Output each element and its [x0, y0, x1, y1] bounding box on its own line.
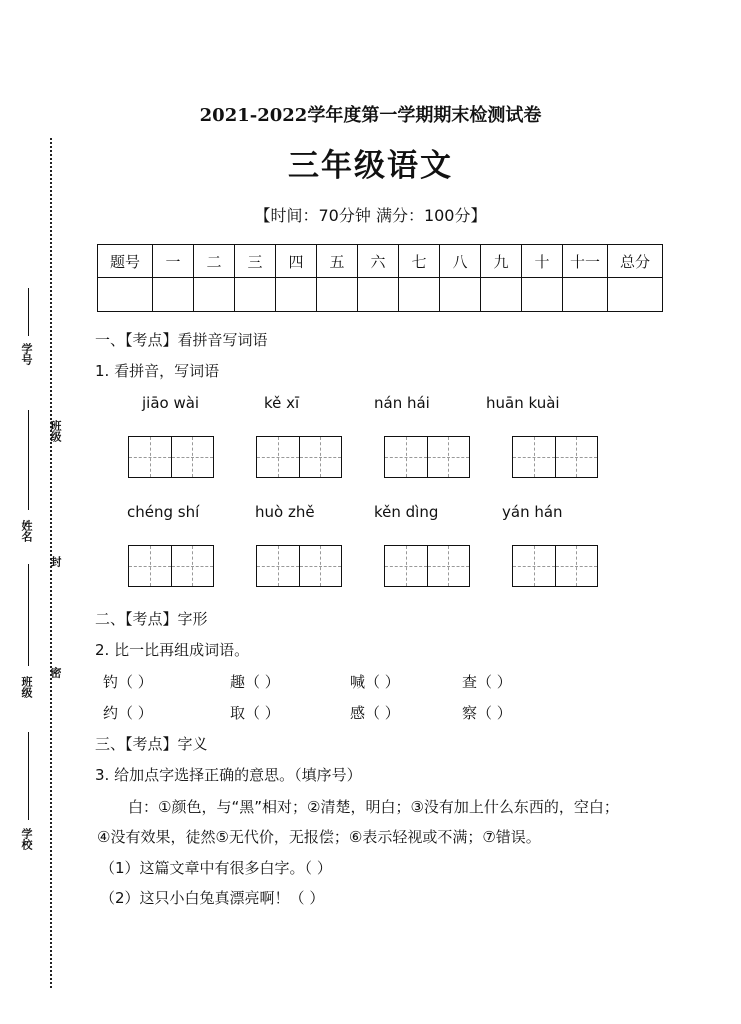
section2-title: 二、【考点】字形	[95, 610, 208, 628]
char-compare-item[interactable]: 约（ ）	[103, 704, 153, 722]
score-header-cell: 总分	[608, 245, 663, 278]
meaning-definitions-line2: ④没有效果，徒然⑤无代价，无报偿；⑥表示轻视或不满；⑦错误。	[97, 828, 541, 846]
score-table-header-row	[98, 245, 663, 278]
score-header-cell: 十	[522, 245, 563, 278]
score-blank-cell[interactable]	[481, 278, 522, 312]
question3-prompt: 3. 给加点字选择正确的意思。（填序号）	[95, 766, 362, 784]
score-header-cell: 五	[317, 245, 358, 278]
writing-grid[interactable]	[128, 545, 214, 587]
score-header-cell: 一	[153, 245, 194, 278]
char-compare-item[interactable]: 趣（ ）	[230, 673, 280, 691]
question2-prompt: 2. 比一比再组成词语。	[95, 641, 250, 659]
section1-title: 一、【考点】看拼音写词语	[95, 331, 268, 349]
sidebar-label-class: 班级	[20, 676, 33, 698]
writing-grid[interactable]	[512, 545, 598, 587]
score-header-cell: 题号	[98, 245, 153, 278]
score-header-cell: 三	[235, 245, 276, 278]
score-blank-cell[interactable]	[194, 278, 235, 312]
sub-question-1[interactable]: （1）这篇文章中有很多白字。（ ）	[100, 859, 332, 877]
question1-prompt: 1. 看拼音，写词语	[95, 362, 220, 380]
pinyin-label: kě xī	[264, 394, 300, 412]
name-blank[interactable]	[28, 410, 29, 510]
sidebar-label-student-id: 学号	[20, 343, 33, 365]
score-blank-cell[interactable]	[399, 278, 440, 312]
pinyin-label: nán hái	[374, 394, 430, 412]
score-blank-cell[interactable]	[153, 278, 194, 312]
school-blank[interactable]	[28, 732, 29, 820]
writing-grid[interactable]	[256, 545, 342, 587]
char-compare-item[interactable]: 取（ ）	[230, 704, 280, 722]
student-id-blank[interactable]	[28, 288, 29, 336]
char-compare-item[interactable]: 感（ ）	[350, 704, 400, 722]
meaning-definitions-line1: 白：①颜色，与“黑”相对；②清楚，明白；③没有加上什么东西的，空白；	[128, 798, 619, 816]
char-compare-item[interactable]: 喊（ ）	[350, 673, 400, 691]
score-blank-cell[interactable]	[235, 278, 276, 312]
exam-title: 2021-2022学年度第一学期期末检测试卷	[199, 105, 542, 126]
pinyin-label: huān kuài	[486, 394, 560, 412]
sidebar-label-seal-class: 班级	[49, 420, 62, 442]
time-info: 【时间：70分钟 满分：100分】	[254, 206, 487, 225]
writing-grid[interactable]	[256, 436, 342, 478]
score-header-cell: 二	[194, 245, 235, 278]
char-compare-item[interactable]: 察（ ）	[462, 704, 512, 722]
writing-grid[interactable]	[128, 436, 214, 478]
score-header-cell: 六	[358, 245, 399, 278]
pinyin-label: huò zhě	[255, 503, 315, 521]
class-blank[interactable]	[28, 564, 29, 666]
sub-question-2[interactable]: （2）这只小白兔真漂亮啊！（ ）	[100, 889, 325, 907]
score-blank-cell[interactable]	[563, 278, 608, 312]
subject-title: 三年级语文	[288, 148, 453, 184]
pinyin-label: kěn dìng	[374, 503, 439, 521]
score-blank-cell[interactable]	[98, 278, 153, 312]
score-header-cell: 七	[399, 245, 440, 278]
section3-title: 三、【考点】字义	[95, 735, 208, 753]
pinyin-label: yán hán	[502, 503, 563, 521]
char-compare-item[interactable]: 查（ ）	[462, 673, 512, 691]
score-blank-cell[interactable]	[317, 278, 358, 312]
pinyin-label: chéng shí	[127, 503, 200, 521]
score-header-cell: 八	[440, 245, 481, 278]
score-header-cell: 四	[276, 245, 317, 278]
char-compare-item[interactable]: 钓（ ）	[103, 673, 153, 691]
sidebar-label-seal: 封	[49, 556, 62, 567]
writing-grid[interactable]	[512, 436, 598, 478]
score-blank-cell[interactable]	[440, 278, 481, 312]
sidebar-label-secret: 密	[49, 667, 62, 678]
score-table	[97, 244, 663, 312]
score-blank-cell[interactable]	[608, 278, 663, 312]
pinyin-label: jiāo wài	[142, 394, 200, 412]
writing-grid[interactable]	[384, 436, 470, 478]
sidebar-label-school: 学校	[20, 828, 33, 850]
sidebar-label-name: 姓名	[20, 520, 33, 542]
score-header-cell: 十一	[563, 245, 608, 278]
score-table-blank-row	[98, 278, 663, 312]
score-blank-cell[interactable]	[276, 278, 317, 312]
writing-grid[interactable]	[384, 545, 470, 587]
score-header-cell: 九	[481, 245, 522, 278]
score-blank-cell[interactable]	[522, 278, 563, 312]
score-blank-cell[interactable]	[358, 278, 399, 312]
